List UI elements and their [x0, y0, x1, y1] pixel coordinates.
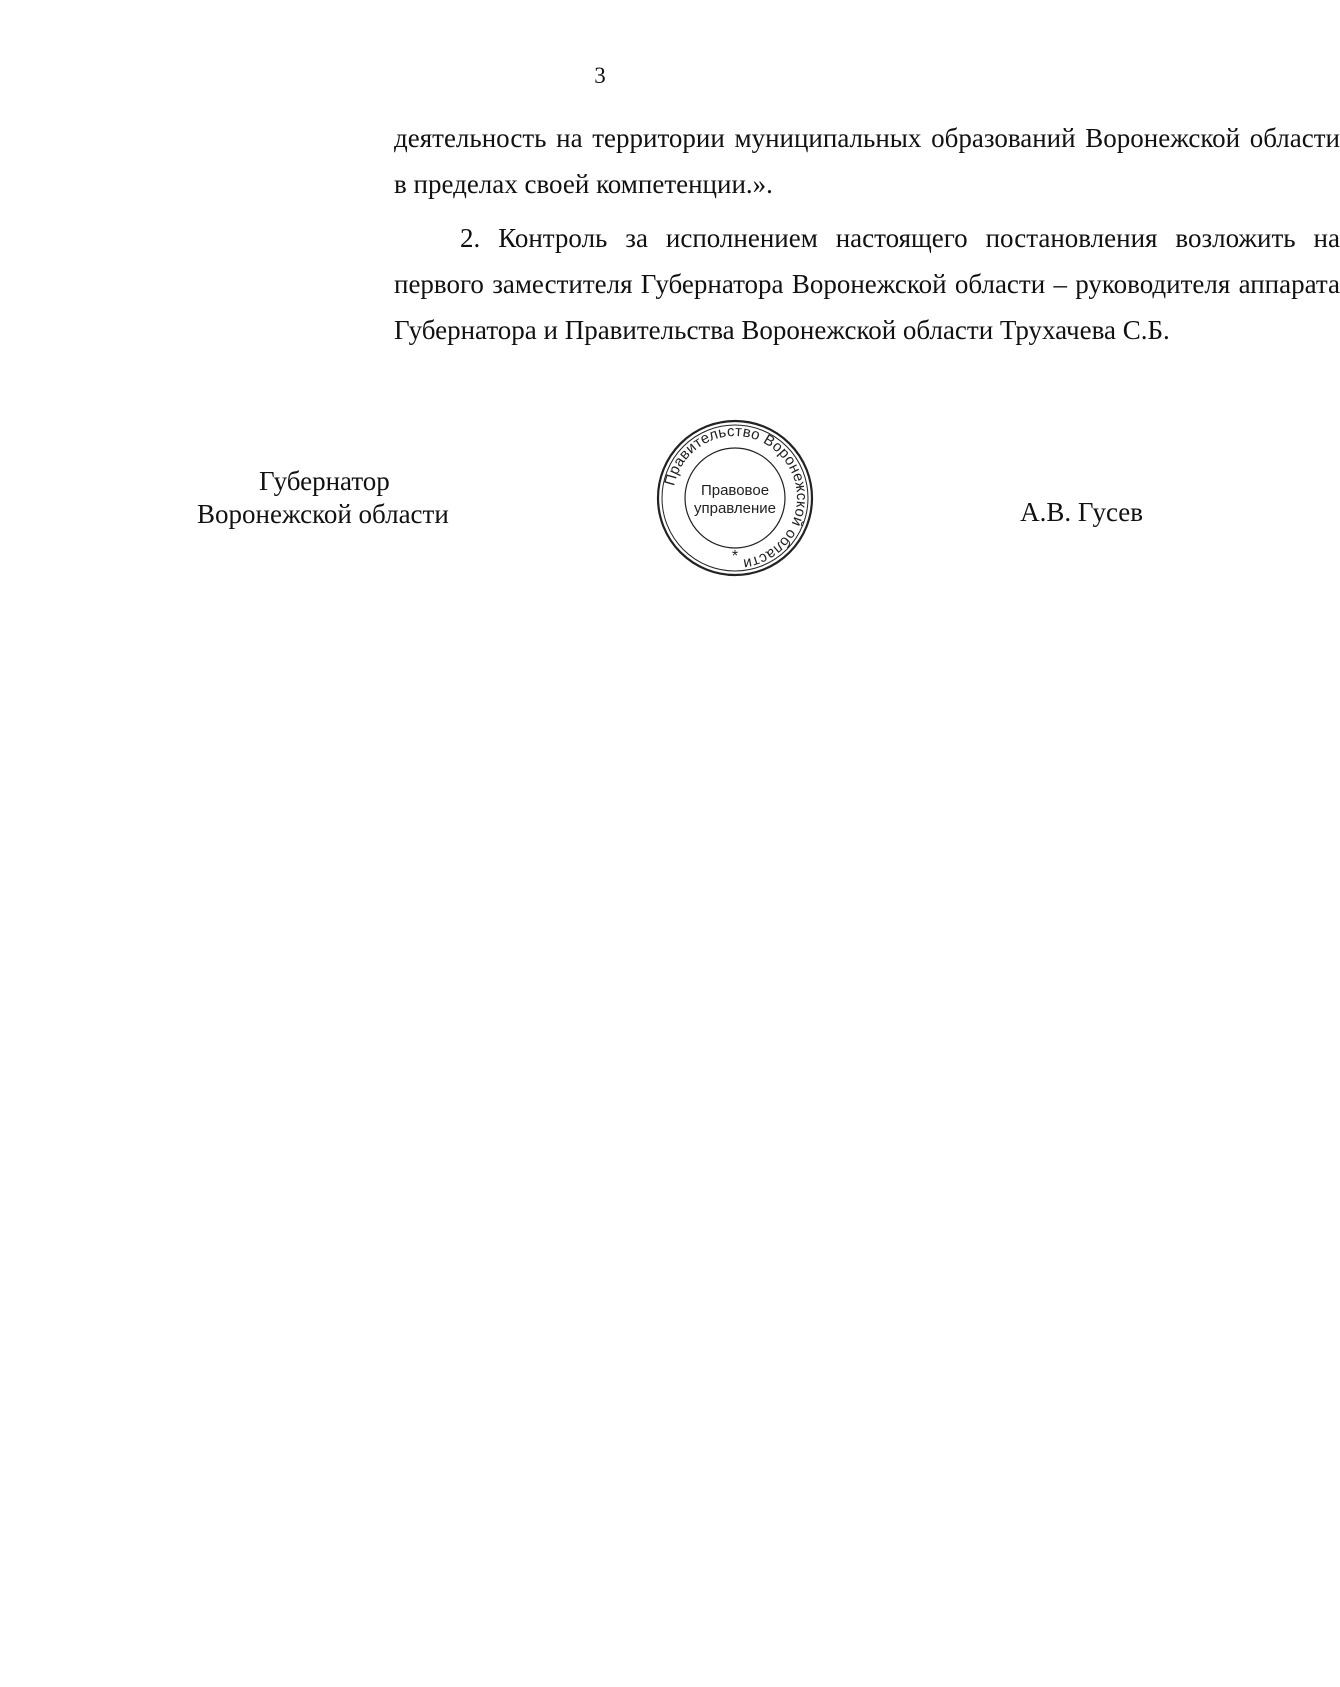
- signatory-name: А.В. Гусев: [1020, 497, 1143, 527]
- stamp-star: *: [731, 548, 739, 565]
- official-stamp: [655, 418, 815, 578]
- signatory-title-line-1: Губернатор: [259, 466, 390, 496]
- stamp-seal-icon: [655, 418, 815, 578]
- stamp-inner-line-1: Правовое: [700, 482, 770, 499]
- signatory-title: [197, 465, 449, 531]
- signatory-title-line-2: Воронежской области: [197, 499, 449, 529]
- page-number: 3: [594, 63, 606, 88]
- stamp-inner-line-2: управление: [693, 500, 777, 517]
- stamp-outer-text: Правительство Воронежской области: [661, 422, 811, 573]
- paragraph-control-clause: 2. Контроль за исполнением настоящего постановления возложить на первого заместителя Губернатора Воронежской области – руководителя аппарата Губернатора и Правительства Воронежской области Трухачева С.Б.: [394, 223, 1340, 345]
- paragraph-continuation: деятельность на территории муниципальных образований Воронежской области в пределах своей компетенции.».: [394, 123, 1340, 199]
